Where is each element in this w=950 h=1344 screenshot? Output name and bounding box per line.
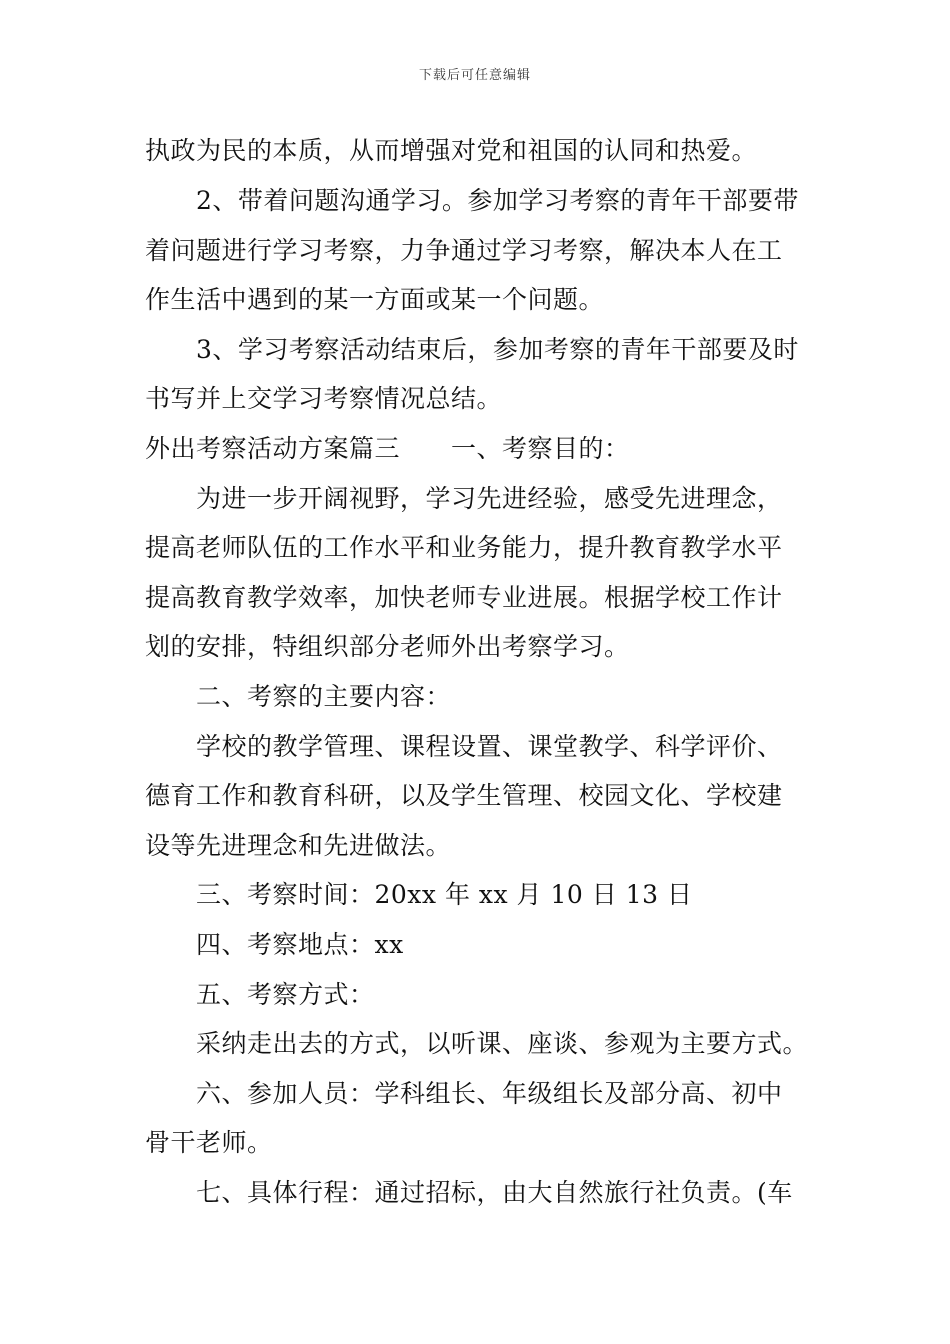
text-line: 七、具体行程：通过招标，由大自然旅行社负责。(车 — [196, 1178, 793, 1207]
text-line: 提高老师队伍的工作水平和业务能力，提升教育教学水平 — [145, 533, 783, 562]
text-line: 着问题进行学习考察，力争通过学习考察，解决本人在工 — [145, 236, 783, 265]
text-line: 3、学习考察活动结束后，参加考察的青年干部要及时 — [196, 335, 799, 364]
text-line: 执政为民的本质，从而增强对党和祖国的认同和热爱。 — [145, 136, 758, 165]
text-line: 设等先进理念和先进做法。 — [145, 831, 452, 860]
text-line: 提高教育教学效率，加快老师专业进展。根据学校工作计 — [145, 583, 783, 612]
page-header-note: 下载后可任意编辑 — [418, 68, 531, 83]
text-line: 划的安排，特组织部分老师外出考察学习。 — [145, 632, 630, 661]
text-line: 为进一步开阔视野，学习先进经验，感受先进理念， — [196, 484, 783, 513]
text-line: 学校的教学管理、课程设置、课堂教学、科学评价、 — [196, 732, 783, 761]
text-line: 骨干老师。 — [145, 1128, 273, 1157]
text-line: 四、考察地点：xx — [196, 930, 404, 959]
text-line: 2、带着问题沟通学习。参加学习考察的青年干部要带 — [196, 186, 799, 215]
text-line: 德育工作和教育科研，以及学生管理、校园文化、学校建 — [145, 781, 783, 810]
text-line: 作生活中遇到的某一方面或某一个问题。 — [145, 285, 605, 314]
text-line: 三、考察时间：20xx 年 xx 月 10 日 13 日 — [196, 880, 693, 909]
text-line: 六、参加人员：学科组长、年级组长及部分高、初中 — [196, 1079, 783, 1108]
text-line: 采纳走出去的方式，以听课、座谈、参观为主要方式。 — [196, 1029, 809, 1058]
text-line: 二、考察的主要内容： — [196, 682, 452, 711]
text-line: 五、考察方式： — [196, 980, 375, 1009]
section-heading-line: 外出考察活动方案篇三 一、考察目的： — [145, 434, 630, 463]
text-line: 书写并上交学习考察情况总结。 — [145, 384, 503, 413]
